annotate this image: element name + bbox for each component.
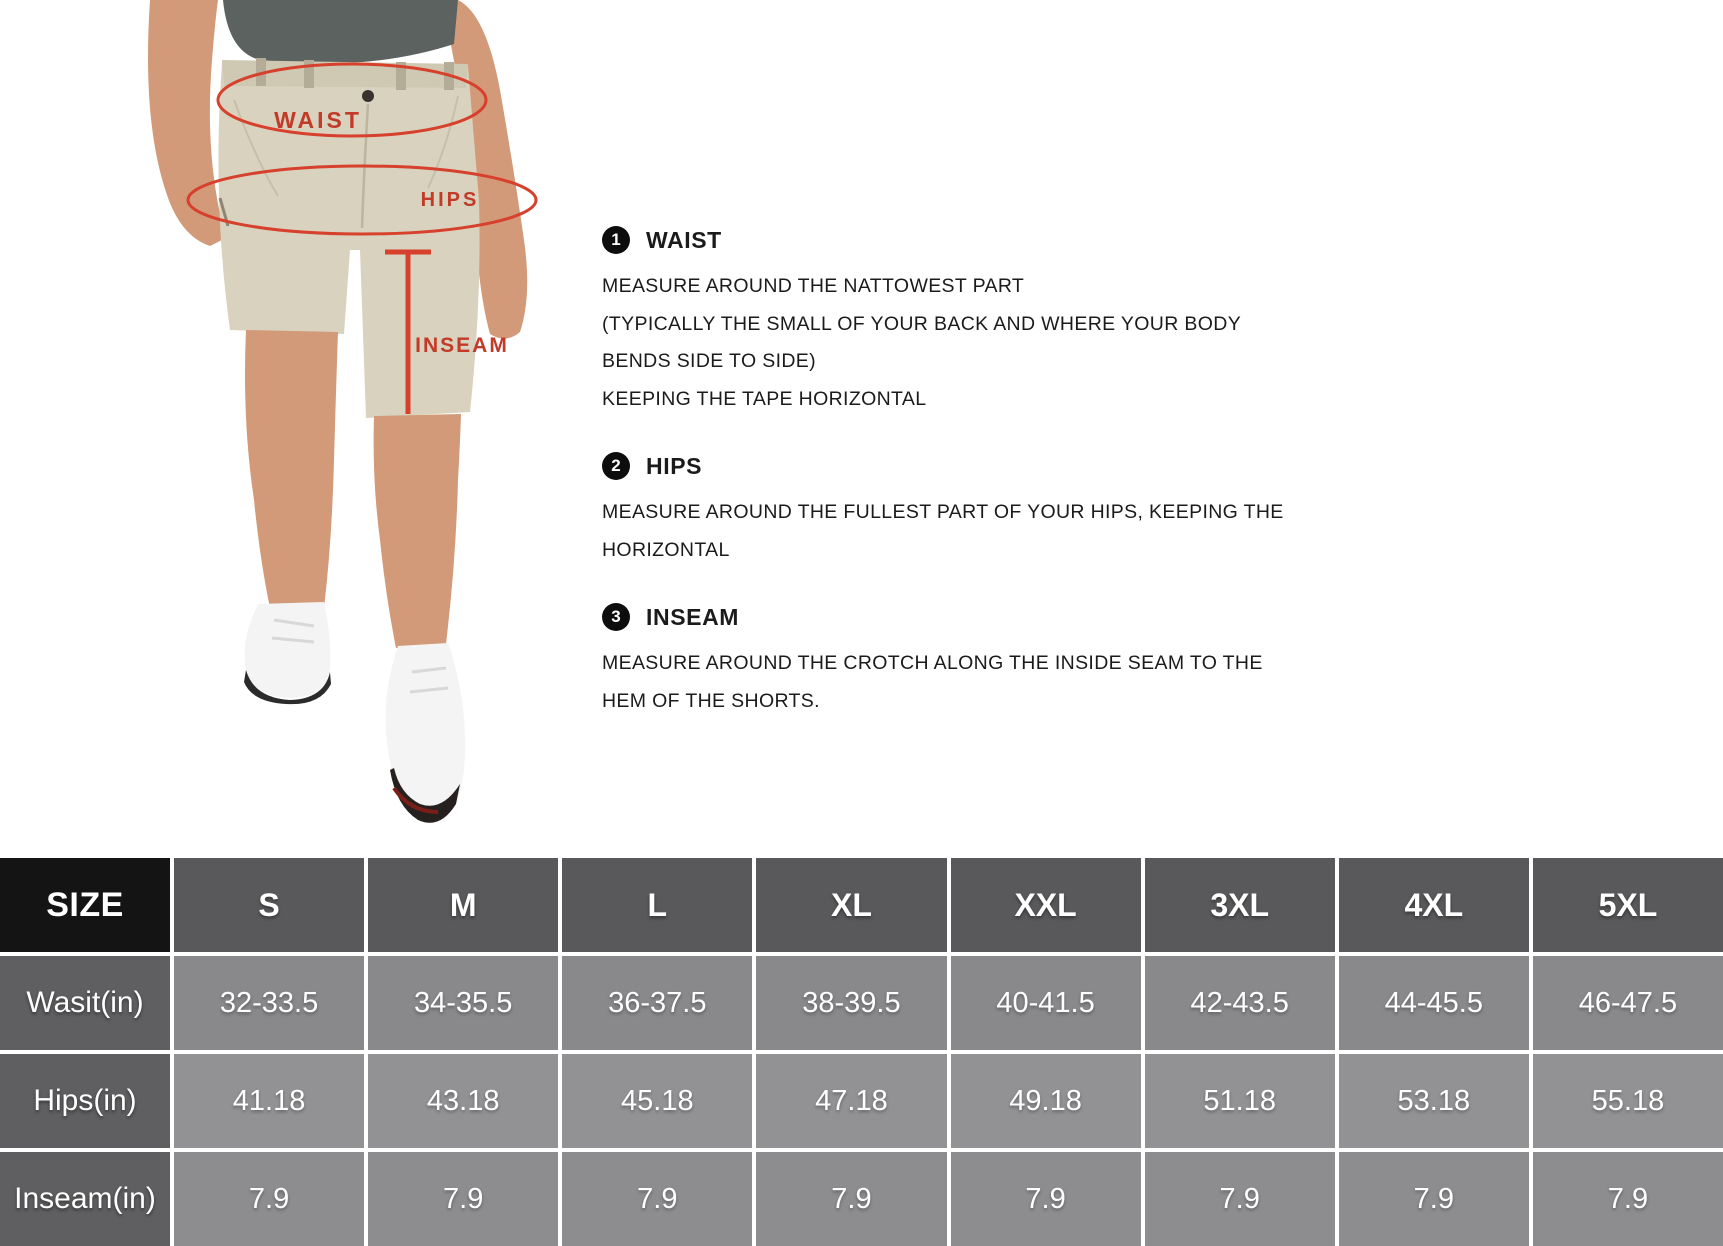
model-illustration bbox=[128, 0, 598, 858]
table-cell-hips-xl: 47.18 bbox=[756, 1054, 946, 1148]
instruction-text-line: KEEPING THE TAPE HORIZONTAL bbox=[602, 387, 927, 410]
table-header-3xl: 3XL bbox=[1145, 858, 1335, 952]
table-cell-hips-4xl: 53.18 bbox=[1339, 1054, 1529, 1148]
row-label-hips: Hips(in) bbox=[0, 1054, 170, 1148]
model-shirt bbox=[223, 0, 458, 64]
row-label-inseam: Inseam(in) bbox=[0, 1152, 170, 1246]
table-cell-inseam-3xl: 7.9 bbox=[1145, 1152, 1335, 1246]
table-cell-inseam-l: 7.9 bbox=[562, 1152, 752, 1246]
table-header-size: SIZE bbox=[0, 858, 170, 952]
instruction-hips-heading bbox=[602, 452, 1362, 480]
step-1-badge: 1 bbox=[602, 226, 630, 254]
table-cell-inseam-xl: 7.9 bbox=[756, 1152, 946, 1246]
instruction-text-line: MEASURE AROUND THE FULLEST PART OF YOUR HIPS, KEEPING THE bbox=[602, 501, 1284, 523]
instruction-inseam bbox=[602, 603, 1362, 720]
table-header-l: L bbox=[562, 858, 752, 952]
table-cell-waist-xxl: 40-41.5 bbox=[951, 956, 1141, 1050]
instruction-waist-heading bbox=[602, 226, 1362, 254]
measuring-instructions bbox=[602, 226, 1362, 754]
instruction-text-line: MEASURE AROUND THE NATTOWEST PART bbox=[602, 275, 1025, 297]
table-header-m: M bbox=[368, 858, 558, 952]
left-shoe bbox=[245, 602, 331, 698]
instruction-hips-title: HIPS bbox=[646, 452, 703, 479]
table-cell-waist-xl: 38-39.5 bbox=[756, 956, 946, 1050]
table-cell-inseam-5xl: 7.9 bbox=[1533, 1152, 1723, 1246]
step-3-badge: 3 bbox=[602, 603, 630, 631]
table-cell-waist-l: 36-37.5 bbox=[562, 956, 752, 1050]
step-2-badge: 2 bbox=[602, 452, 630, 480]
shorts-button bbox=[362, 90, 374, 102]
instruction-waist bbox=[602, 226, 1362, 418]
inseam-annotation-label: INSEAM bbox=[415, 334, 509, 357]
model-left-arm bbox=[148, 0, 226, 246]
instruction-text-line: (TYPICALLY THE SMALL OF YOUR BACK AND WHERE YOUR BODY bbox=[602, 312, 1242, 335]
table-cell-waist-5xl: 46-47.5 bbox=[1533, 956, 1723, 1050]
instruction-text-line: MEASURE AROUND THE CROTCH ALONG THE INSIDE SEAM TO THE bbox=[602, 652, 1263, 674]
table-cell-waist-3xl: 42-43.5 bbox=[1145, 956, 1335, 1050]
waist-annotation-label: WAIST bbox=[274, 107, 362, 133]
table-cell-hips-s: 41.18 bbox=[174, 1054, 364, 1148]
size-chart-table bbox=[0, 858, 1723, 1246]
table-cell-hips-3xl: 51.18 bbox=[1145, 1054, 1335, 1148]
table-cell-waist-s: 32-33.5 bbox=[174, 956, 364, 1050]
instruction-text-line: BENDS SIDE TO SIDE) bbox=[602, 350, 816, 372]
table-header-xxl: XXL bbox=[951, 858, 1141, 952]
table-header-4xl: 4XL bbox=[1339, 858, 1529, 952]
table-cell-inseam-xxl: 7.9 bbox=[951, 1152, 1141, 1246]
table-header-5xl: 5XL bbox=[1533, 858, 1723, 952]
table-header-xl: XL bbox=[756, 858, 946, 952]
row-label-waist: Wasit(in) bbox=[0, 956, 170, 1050]
instruction-inseam-heading bbox=[602, 603, 1362, 631]
table-cell-inseam-s: 7.9 bbox=[174, 1152, 364, 1246]
table-cell-inseam-4xl: 7.9 bbox=[1339, 1152, 1529, 1246]
model-right-leg bbox=[374, 414, 461, 648]
instruction-text-line: HORIZONTAL bbox=[602, 538, 730, 561]
table-cell-inseam-m: 7.9 bbox=[368, 1152, 558, 1246]
model-photo bbox=[128, 0, 598, 858]
instruction-waist-title: WAIST bbox=[646, 226, 722, 253]
instruction-text-line: HEM OF THE SHORTS. bbox=[602, 689, 820, 712]
table-cell-hips-5xl: 55.18 bbox=[1533, 1054, 1723, 1148]
table-header-s: S bbox=[174, 858, 364, 952]
hips-annotation-label: HIPS bbox=[420, 189, 480, 211]
table-cell-hips-xxl: 49.18 bbox=[951, 1054, 1141, 1148]
model-left-leg bbox=[245, 330, 338, 608]
table-cell-hips-m: 43.18 bbox=[368, 1054, 558, 1148]
table-cell-hips-l: 45.18 bbox=[562, 1054, 752, 1148]
table-cell-waist-4xl: 44-45.5 bbox=[1339, 956, 1529, 1050]
table-cell-waist-m: 34-35.5 bbox=[368, 956, 558, 1050]
instruction-inseam-title: INSEAM bbox=[646, 603, 740, 630]
instruction-hips bbox=[602, 452, 1362, 569]
